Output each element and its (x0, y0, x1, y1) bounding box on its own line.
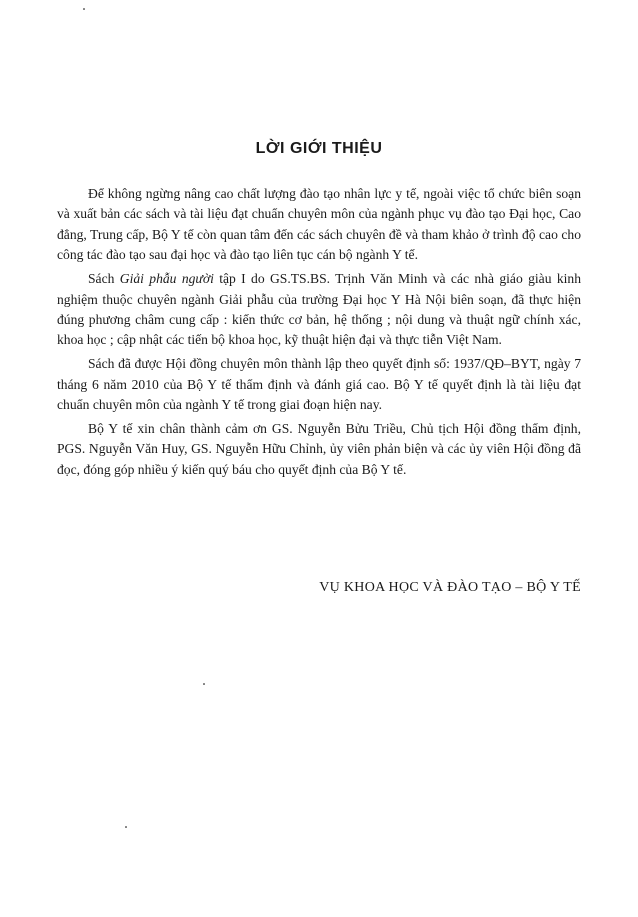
paragraph-1 (57, 184, 581, 266)
scan-speck (83, 8, 85, 10)
body-text (57, 184, 581, 484)
paragraph-2-text-before: Sách (88, 271, 120, 287)
paragraph-3 (57, 354, 581, 415)
paragraph-3-text: Sách đã được Hội đồng chuyên môn thành lập theo quyết định số: 1937/QĐ–BYT, ngày 7 tháng 6 năm 2010 của Bộ Y tế thẩm định và đánh giá cao. Bộ Y tế quyết định là tài liệu đạt chuẩn chuyên môn của ngành Y tế trong giai đoạn hiện nay. (57, 356, 581, 413)
paragraph-4 (57, 419, 581, 480)
scan-speck (203, 683, 205, 685)
signature-line: VỤ KHOA HỌC VÀ ĐÀO TẠO – BỘ Y TẾ (319, 580, 581, 595)
paragraph-1-text: Để không ngừng nâng cao chất lượng đào tạo nhân lực y tế, ngoài việc tổ chức biên soạn và xuất bản các sách và tài liệu đạt chuẩn chuyên môn của ngành phục vụ đào tạo Đại học, Cao đẳng, Trung cấp, Bộ Y tế còn quan tâm đến các sách chuyên đề và tham khảo ở trình độ cao cho công tác đào tạo sau đại học và đào tạo liên tục cán bộ ngành Y tế. (57, 186, 581, 263)
book-title-italic: Giải phẫu người (119, 271, 214, 287)
paragraph-2 (57, 269, 581, 351)
page-title: LỜI GIỚI THIỆU (255, 140, 383, 157)
paragraph-2-text: tập I do GS.TS.BS. Trịnh Văn Minh và các nhà giáo giàu kinh nghiệm thuộc chuyên ngành Giải phẫu của trường Đại học Y Hà Nội biên soạn, đã thực hiện đúng phương châm cung cấp : kiến thức cơ bản, hệ thống ; nội dung và thuật ngữ chính xác, khoa học ; cập nhật các tiến bộ khoa học, kỹ thuật hiện đại và thực tiễn Việt Nam. (57, 271, 582, 348)
scan-speck (125, 826, 127, 828)
paragraph-4-text: Bộ Y tế xin chân thành cảm ơn GS. Nguyễn Bửu Triều, Chủ tịch Hội đồng thẩm định, PGS. Nguyễn Văn Huy, GS. Nguyễn Hữu Chỉnh, ủy viên phản biện và các ủy viên Hội đồng đã đọc, đóng góp nhiều ý kiến quý báu cho quyết định của Bộ Y tế. (57, 420, 581, 477)
